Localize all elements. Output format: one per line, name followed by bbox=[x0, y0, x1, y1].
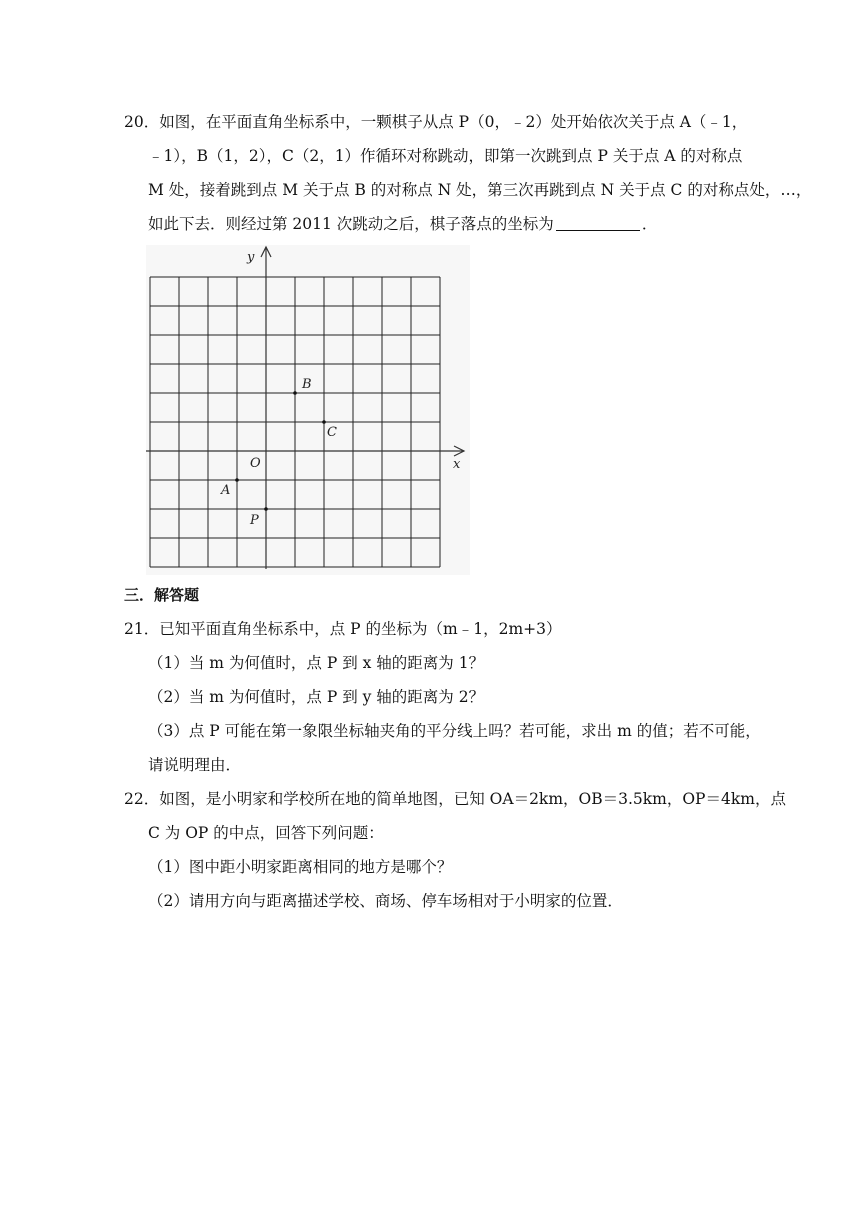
q21-sub-1: （1）当 m 为何值时，点 P 到 x 轴的距离为 1？ bbox=[148, 654, 485, 672]
q20-line-1 bbox=[124, 111, 747, 133]
q22-sub-2: （2）请用方向与距离描述学校、商场、停车场相对于小明家的位置． bbox=[148, 892, 623, 910]
q21-sub-3-line-2: 请说明理由． bbox=[148, 756, 242, 774]
point-a-label: A bbox=[221, 483, 231, 498]
point-c-label: C bbox=[327, 425, 337, 440]
q20-text-1: 如图，在平面直角坐标系中，一颗棋子从点 P（0，﹣2）处开始依次关于点 A（﹣1， bbox=[159, 113, 748, 131]
figure-background bbox=[146, 245, 470, 575]
q21-number: 21． bbox=[124, 620, 160, 638]
q20-number: 20． bbox=[124, 113, 160, 131]
point-b bbox=[293, 391, 297, 395]
q21-stem-text: 已知平面直角坐标系中，点 P 的坐标为（m﹣1，2m+3） bbox=[159, 620, 562, 638]
q21-sub-3-line-1: （3）点 P 可能在第一象限坐标轴夹角的平分线上吗？若可能，求出 m 的值；若不可能， bbox=[148, 722, 761, 740]
point-b-label: B bbox=[302, 377, 312, 392]
x-axis-label: x bbox=[453, 457, 461, 472]
point-c bbox=[322, 420, 326, 424]
q20-line-4 bbox=[148, 213, 657, 235]
q22-line-2: C 为 OP 的中点，回答下列问题： bbox=[148, 824, 384, 842]
section-title: 三．解答题 bbox=[124, 586, 200, 604]
q22-line-1 bbox=[124, 788, 786, 810]
y-axis-label: y bbox=[247, 250, 255, 265]
q22-sub-1: （1）图中距小明家距离相同的地方是哪个？ bbox=[148, 858, 453, 876]
origin-label: O bbox=[250, 456, 261, 471]
point-a bbox=[235, 478, 239, 482]
q20-text-4: 如此下去．则经过第 2011 次跳动之后，棋子落点的坐标为 bbox=[148, 215, 554, 233]
coordinate-grid-figure bbox=[146, 245, 470, 575]
q21-stem bbox=[124, 618, 562, 640]
q20-line-3: M 处，接着跳到点 M 关于点 B 的对称点 N 处，第三次再跳到点 N 关于点 C 的对称点处，…， bbox=[148, 181, 812, 199]
q20-period: ． bbox=[641, 215, 658, 233]
q22-text-1: 如图，是小明家和学校所在地的简单地图，已知 OA＝2km，OB＝3.5km，OP＝4km，点 bbox=[159, 790, 786, 808]
point-p-label: P bbox=[250, 513, 259, 528]
q21-sub-2: （2）当 m 为何值时，点 P 到 y 轴的距离为 2？ bbox=[148, 688, 485, 706]
q20-line-2: ﹣1），B（1，2），C（2，1）作循环对称跳动，即第一次跳到点 P 关于点 A 的对称点 bbox=[148, 147, 743, 165]
grid-svg bbox=[146, 245, 470, 575]
q22-number: 22． bbox=[124, 790, 160, 808]
point-p bbox=[264, 507, 268, 511]
answer-blank[interactable] bbox=[556, 214, 640, 231]
